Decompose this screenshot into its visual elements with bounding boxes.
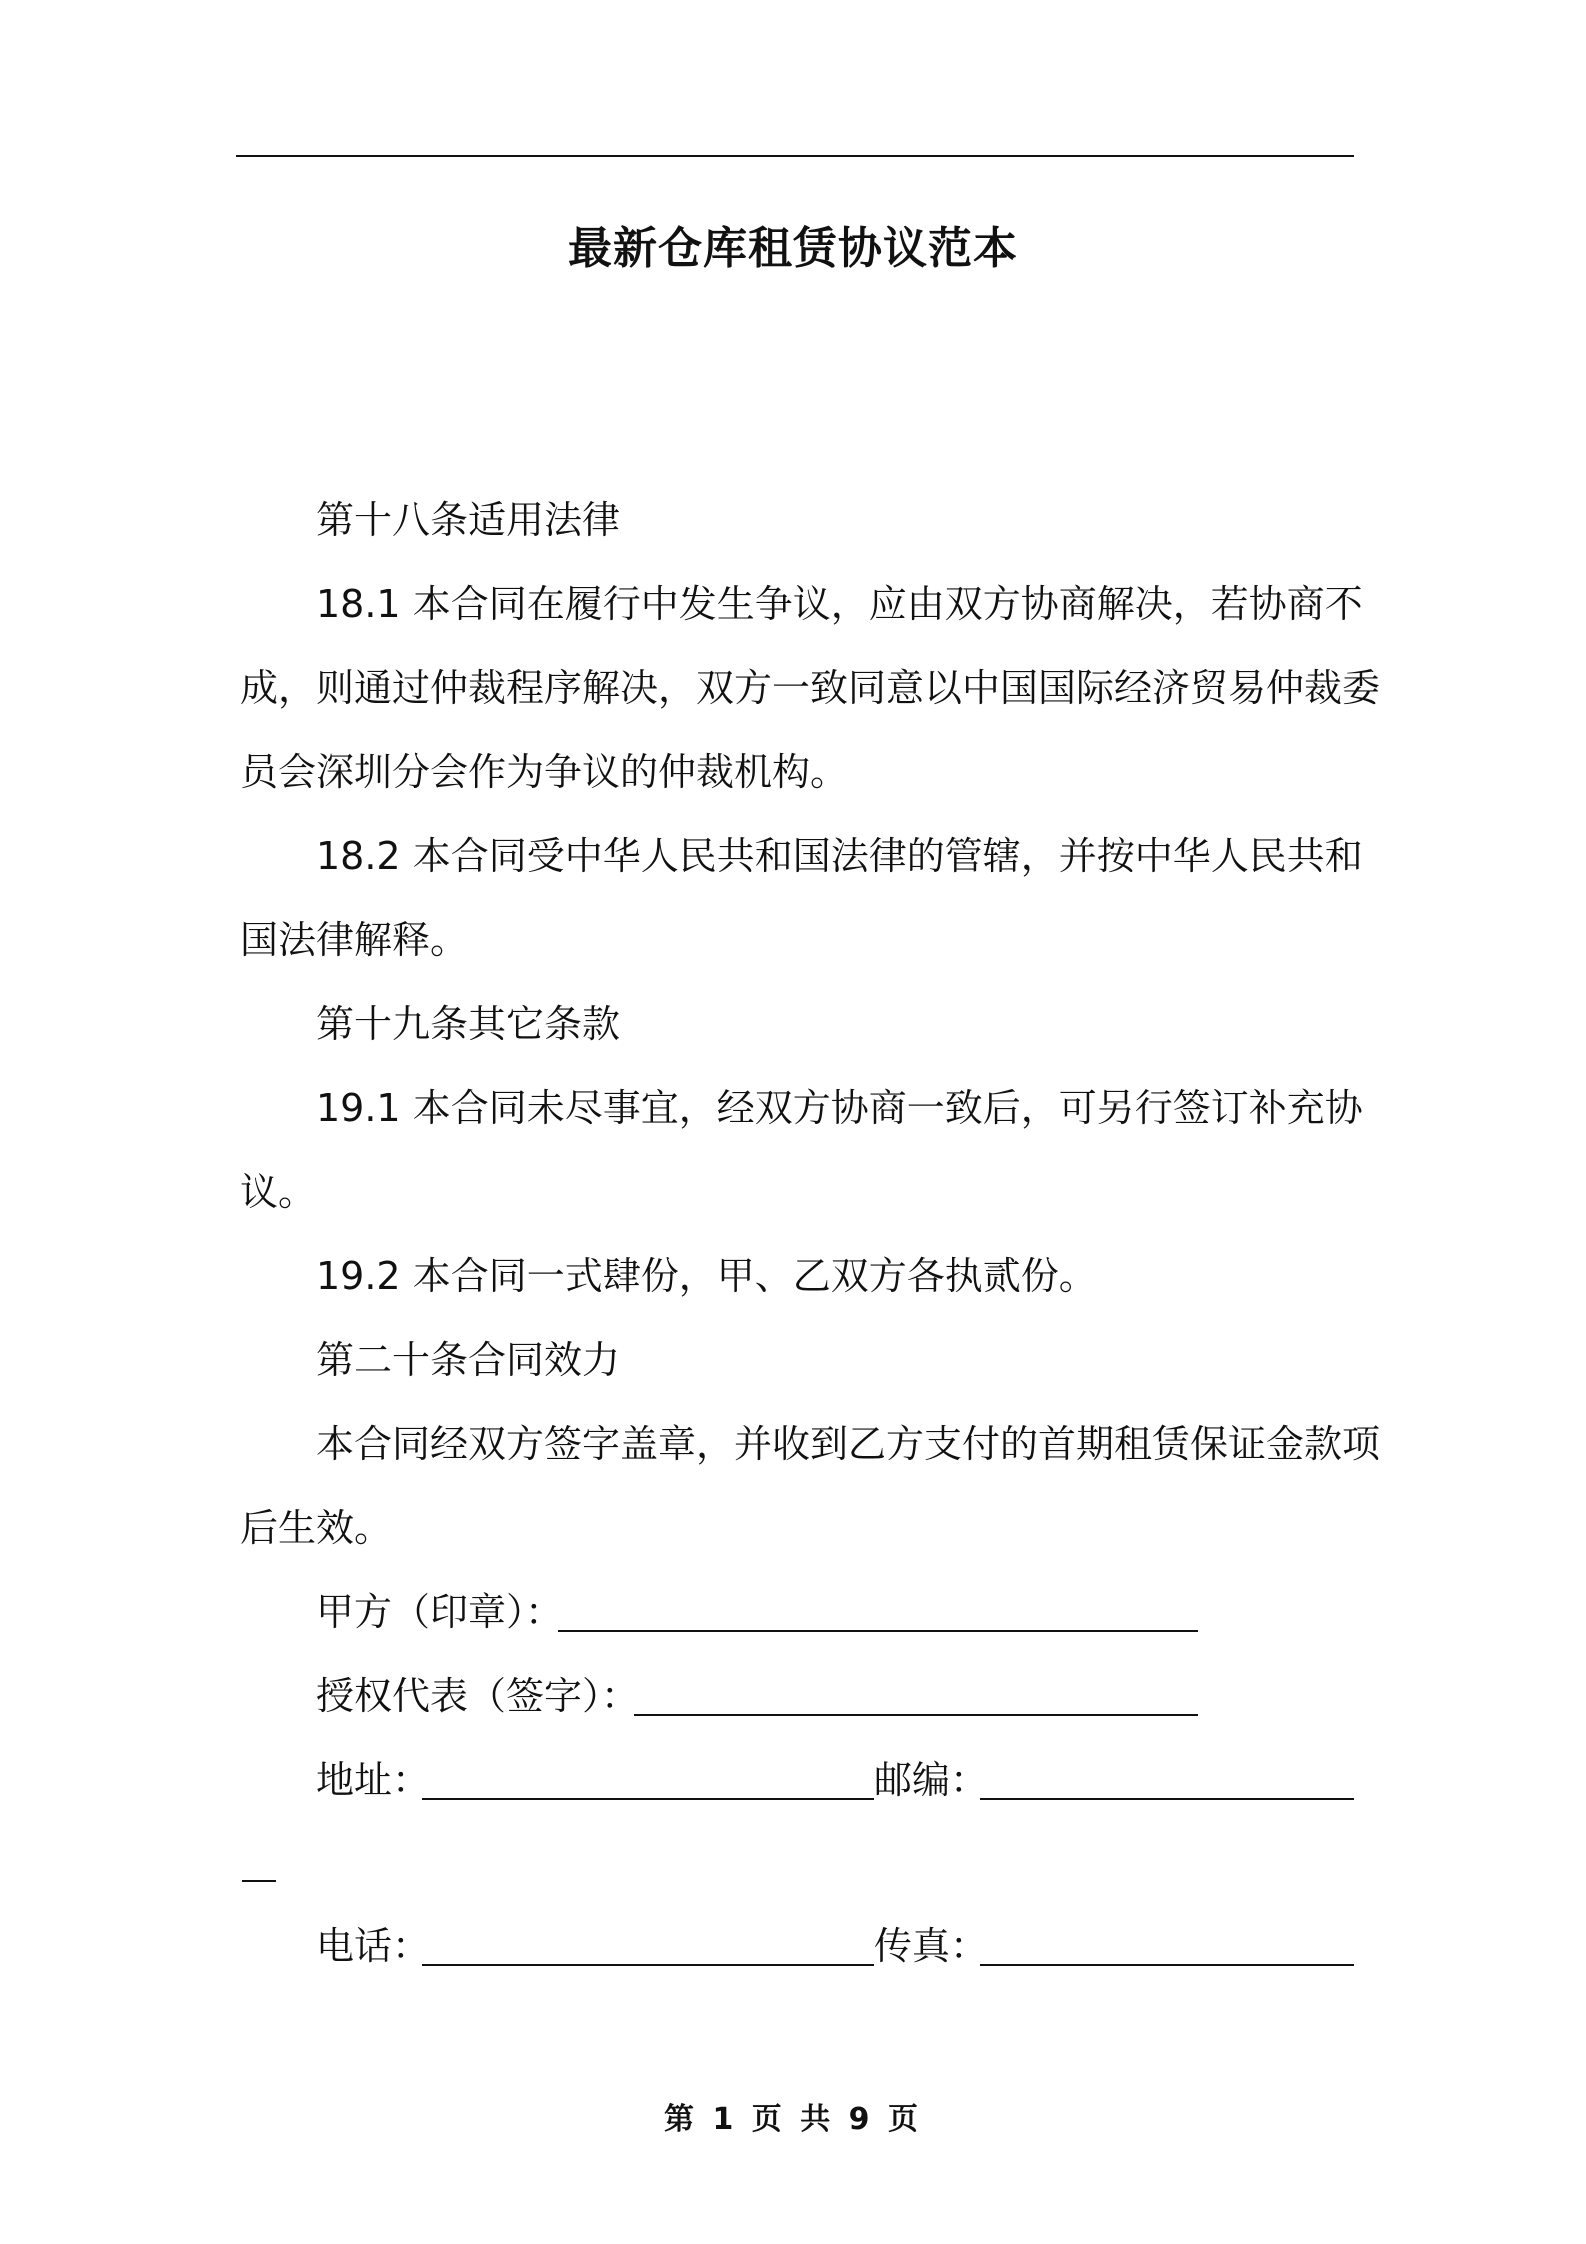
clause-19-1-line-1: 19.1 本合同未尽事宜，经双方协商一致后，可另行签订补充协 — [316, 1086, 1363, 1130]
party-a-seal-blank[interactable] — [558, 1630, 1198, 1632]
clause-19-1-line-2: 议。 — [240, 1170, 317, 1214]
phone-label: 电话： — [316, 1924, 431, 1968]
clause-18-1-line-3: 员会深圳分会作为争议的仲裁机构。 — [240, 750, 849, 794]
header-rule — [236, 155, 1354, 157]
article-19-heading: 第十九条其它条款 — [316, 1002, 621, 1046]
article-20-heading: 第二十条合同效力 — [316, 1338, 621, 1382]
postcode-label: 邮编： — [874, 1758, 989, 1802]
party-a-seal-label: 甲方（印章）： — [316, 1590, 564, 1634]
clause-18-2-line-1: 18.2 本合同受中华人民共和国法律的管辖，并按中华人民共和 — [316, 834, 1363, 878]
authorized-rep-label: 授权代表（签字）： — [316, 1674, 640, 1718]
clause-18-1-line-2: 成，则通过仲裁程序解决，双方一致同意以中国国际经济贸易仲裁委 — [240, 666, 1381, 710]
fax-blank[interactable] — [980, 1964, 1354, 1966]
page-number: 第 1 页 共 9 页 — [664, 2102, 922, 2137]
phone-blank[interactable] — [422, 1964, 874, 1966]
address-label: 地址： — [316, 1758, 431, 1802]
article-18-heading: 第十八条适用法律 — [316, 498, 621, 542]
article-20-line-2: 后生效。 — [240, 1506, 393, 1550]
document-title: 最新仓库租赁协议范本 — [568, 223, 1018, 274]
clause-18-2-line-2: 国法律解释。 — [240, 918, 469, 962]
clause-18-1-line-1: 18.1 本合同在履行中发生争议，应由双方协商解决，若协商不 — [316, 582, 1363, 626]
authorized-rep-blank[interactable] — [634, 1714, 1198, 1716]
fax-label: 传真： — [874, 1924, 989, 1968]
address-blank[interactable] — [422, 1798, 874, 1800]
article-20-line-1: 本合同经双方签字盖章，并收到乙方支付的首期租赁保证金款项 — [316, 1422, 1381, 1466]
postcode-blank-continued — [242, 1880, 276, 1882]
postcode-blank[interactable] — [980, 1798, 1354, 1800]
clause-19-2: 19.2 本合同一式肆份，甲、乙双方各执贰份。 — [316, 1254, 1097, 1298]
